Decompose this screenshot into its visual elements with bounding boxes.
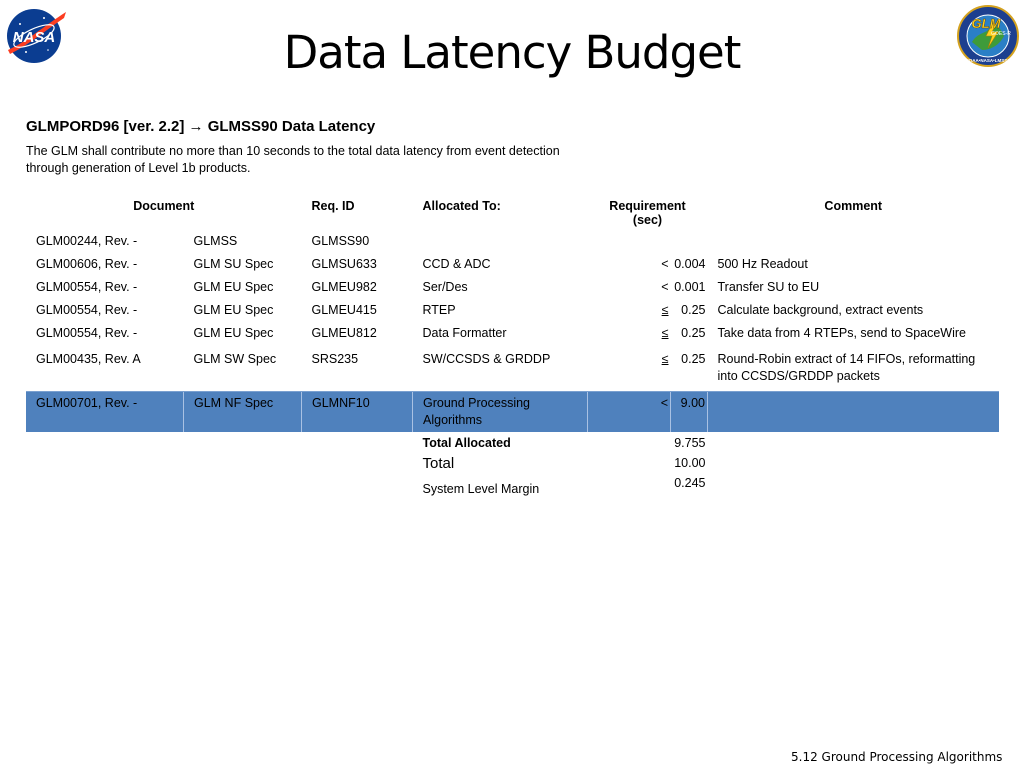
- total-label: Total: [422, 455, 455, 472]
- cell-value: 0.25: [681, 352, 706, 366]
- summary-row-total-allocated: [26, 432, 999, 455]
- cell-req-id: GLMEU982: [311, 280, 377, 294]
- cell-value: 0.25: [681, 326, 706, 340]
- cell-comment: Take data from 4 RTEPs, send to SpaceWire: [717, 326, 966, 340]
- svg-text:NASA: NASA: [12, 29, 56, 46]
- cell-req-id: GLMSS90: [311, 234, 370, 248]
- cell-req-id: GLMEU415: [311, 303, 377, 317]
- cell-spec: GLM EU Spec: [193, 326, 274, 340]
- cell-value: 0.25: [681, 303, 706, 317]
- cell-allocated-to: RTEP: [422, 303, 456, 317]
- svg-text:GOES-R: GOES-R: [991, 31, 1011, 37]
- slide-footer: 5.12 Ground Processing Algorithms: [791, 750, 1003, 764]
- cell-spec: GLM EU Spec: [193, 303, 274, 317]
- page-title: Data Latency Budget: [283, 26, 741, 79]
- table-row: [26, 348, 999, 392]
- total-allocated-value: 9.755: [674, 436, 706, 450]
- table-row: [26, 322, 999, 348]
- cell-allocated-to: [413, 230, 588, 253]
- cell-req-id: GLMEU812: [311, 326, 377, 340]
- cell-spec: GLM SU Spec: [193, 257, 274, 271]
- cell-operator: <: [661, 280, 669, 294]
- requirement-description: The GLM shall contribute no more than 10 seconds to the total data latency from event detection through generation of Level 1b products.: [26, 144, 560, 175]
- cell-value: [671, 230, 708, 253]
- cell-value: 0.001: [674, 280, 706, 294]
- cell-operator: ≤: [661, 352, 669, 366]
- svg-text:NOAA•NASA•LMSSC: NOAA•NASA•LMSSC: [965, 58, 1011, 63]
- cell-spec: GLM NF Spec: [184, 392, 302, 433]
- header-req-id: Req. ID: [311, 199, 355, 213]
- requirement-heading: GLMPORD96 [ver. 2.2] → GLMSS90 Data Latency: [26, 118, 376, 135]
- cell-value: 0.004: [674, 257, 706, 271]
- svg-text:GLM: GLM: [971, 16, 1001, 31]
- cell-req-id: GLMSU633: [311, 257, 377, 271]
- cell-document: GLM00435, Rev. A: [36, 352, 141, 366]
- margin-value: 0.245: [674, 476, 706, 490]
- cell-comment: [708, 392, 1000, 433]
- cell-allocated-to: Ground Processing Algorithms: [413, 392, 588, 433]
- cell-comment: [708, 230, 1000, 253]
- cell-allocated-to: Data Formatter: [422, 326, 507, 340]
- latency-budget-table: [26, 196, 999, 501]
- table-row: [26, 299, 999, 322]
- margin-label: System Level Margin: [422, 482, 540, 496]
- cell-comment: Round-Robin extract of 14 FIFOs, reformatting into CCSDS/GRDDP packets: [717, 352, 976, 383]
- cell-comment: Calculate background, extract events: [717, 303, 924, 317]
- cell-spec: GLM EU Spec: [193, 280, 274, 294]
- cell-value: 9.00: [671, 392, 708, 433]
- cell-document: GLM00606, Rev. -: [36, 257, 138, 271]
- table-row-highlighted: [26, 392, 999, 433]
- summary-row-margin: [26, 475, 999, 501]
- cell-document: GLM00701, Rev. -: [26, 392, 184, 433]
- cell-spec: GLMSS: [193, 234, 238, 248]
- cell-document: GLM00554, Rev. -: [36, 303, 138, 317]
- cell-spec: GLM SW Spec: [193, 352, 277, 366]
- total-allocated-label: Total Allocated: [422, 436, 511, 450]
- cell-allocated-to: CCD & ADC: [422, 257, 491, 271]
- cell-req-id: SRS235: [311, 352, 359, 366]
- cell-comment: Transfer SU to EU: [717, 280, 820, 294]
- summary-row-total: [26, 455, 999, 475]
- cell-operator: <: [661, 257, 669, 271]
- table-row: [26, 276, 999, 299]
- table-row: [26, 230, 999, 253]
- table-row: [26, 253, 999, 276]
- cell-operator: <: [588, 392, 671, 433]
- cell-document: GLM00244, Rev. -: [36, 234, 138, 248]
- cell-operator: [588, 230, 671, 253]
- cell-operator: ≤: [661, 303, 669, 317]
- table-header-row: [26, 196, 999, 230]
- header-document: Document: [133, 199, 195, 213]
- cell-req-id: GLMNF10: [302, 392, 413, 433]
- cell-comment: 500 Hz Readout: [717, 257, 808, 271]
- total-value: 10.00: [674, 456, 706, 470]
- cell-operator: ≤: [661, 326, 669, 340]
- header-requirement: Requirement (sec): [609, 199, 686, 227]
- header-comment: Comment: [824, 199, 883, 213]
- cell-document: GLM00554, Rev. -: [36, 326, 138, 340]
- header-allocated-to: Allocated To:: [422, 199, 501, 213]
- cell-allocated-to: SW/CCSDS & GRDDP: [422, 352, 551, 366]
- cell-allocated-to: Ser/Des: [422, 280, 468, 294]
- cell-document: GLM00554, Rev. -: [36, 280, 138, 294]
